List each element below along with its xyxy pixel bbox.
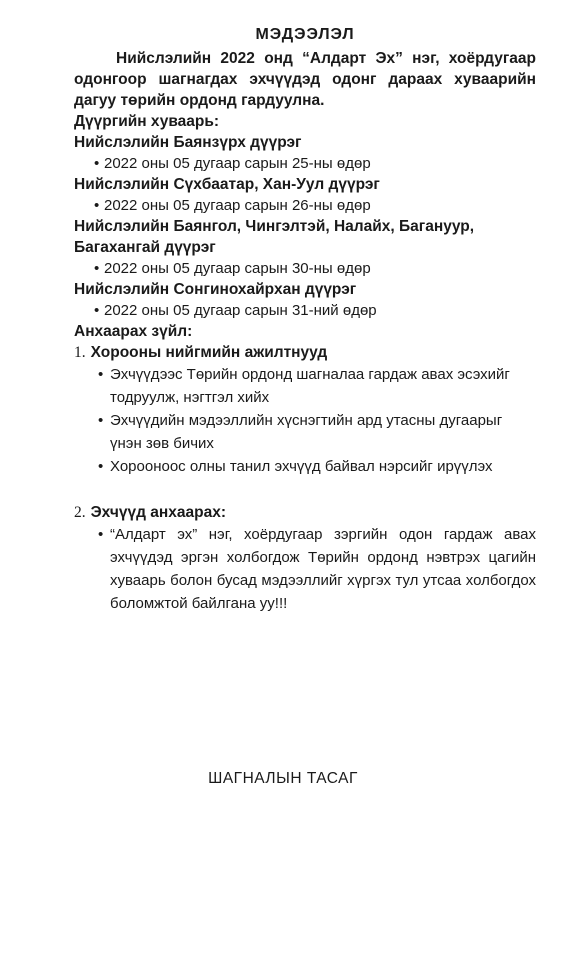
district-name: Нийслэлийн Сүхбаатар, Хан-Уул дүүрэг (74, 176, 380, 193)
section-number: 1. (74, 344, 86, 361)
list-item: • “Алдарт эх” нэг, хоёрдугаар зэргийн одон гардаж авах эхчүүдэд эргэн холбогдож Төрийн ордонд нэвтрэх цагийн хуваарь болон бусад мэдээллийг хүргэх тул утсаа холбогдох боломжтой байлгана уу!!! (98, 523, 536, 615)
schedule-heading: Дүүргийн хуваарь: (74, 113, 220, 130)
district-schedule (74, 132, 536, 321)
district-name: Нийслэлийн Баянгол, Чингэлтэй, Налайх, Багануур, Багахангай дүүрэг (74, 218, 475, 256)
section-title: Хорооны нийгмийн ажилтнууд (90, 344, 328, 361)
district-date: • 2022 оны 05 дугаар сарын 30-ны өдөр (94, 258, 536, 279)
district-date: • 2022 оны 05 дугаар сарын 25-ны өдөр (94, 153, 536, 174)
section-number: 2. (74, 504, 86, 521)
section-title: Эхчүүд анхаарах: (90, 504, 226, 521)
section-heading (74, 502, 536, 523)
spacer (74, 478, 536, 502)
district-name: Нийслэлийн Сонгинохайрхан дүүрэг (74, 281, 357, 298)
list-item: • Эхчүүдийн мэдээллийн хүснэгтийн ард утасны дугаарыг үнэн зөв бичих (98, 409, 536, 455)
attention-heading: Анхаарах зүйл: (74, 323, 193, 340)
section-2 (74, 502, 536, 615)
list-item: • Эхчүүдээс Төрийн ордонд шагналаа гардаж авах эсэхийг тодруулж, нэгтгэл хийх (98, 363, 536, 409)
footer-signature: ШАГНАЛЫН ТАСАГ (208, 770, 358, 787)
section-1 (74, 342, 536, 478)
intro-paragraph: Нийслэлийн 2022 онд “Алдарт Эх” нэг, хоёрдугаар одонгоор шагнагдах эхчүүдэд одонг дараах хуваарийн дагуу төрийн ордонд гардуулна. (74, 50, 536, 109)
district-date: • 2022 оны 05 дугаар сарын 31-ний өдөр (94, 300, 536, 321)
district-date: • 2022 оны 05 дугаар сарын 26-ны өдөр (94, 195, 536, 216)
district-name: Нийслэлийн Баянзүрх дүүрэг (74, 134, 302, 151)
document-title: МЭДЭЭЛЭЛ (255, 26, 355, 43)
section-heading (74, 342, 536, 363)
list-item: • Хорооноос олны танил эхчүүд байвал нэрсийг ирүүлэх (98, 455, 536, 478)
